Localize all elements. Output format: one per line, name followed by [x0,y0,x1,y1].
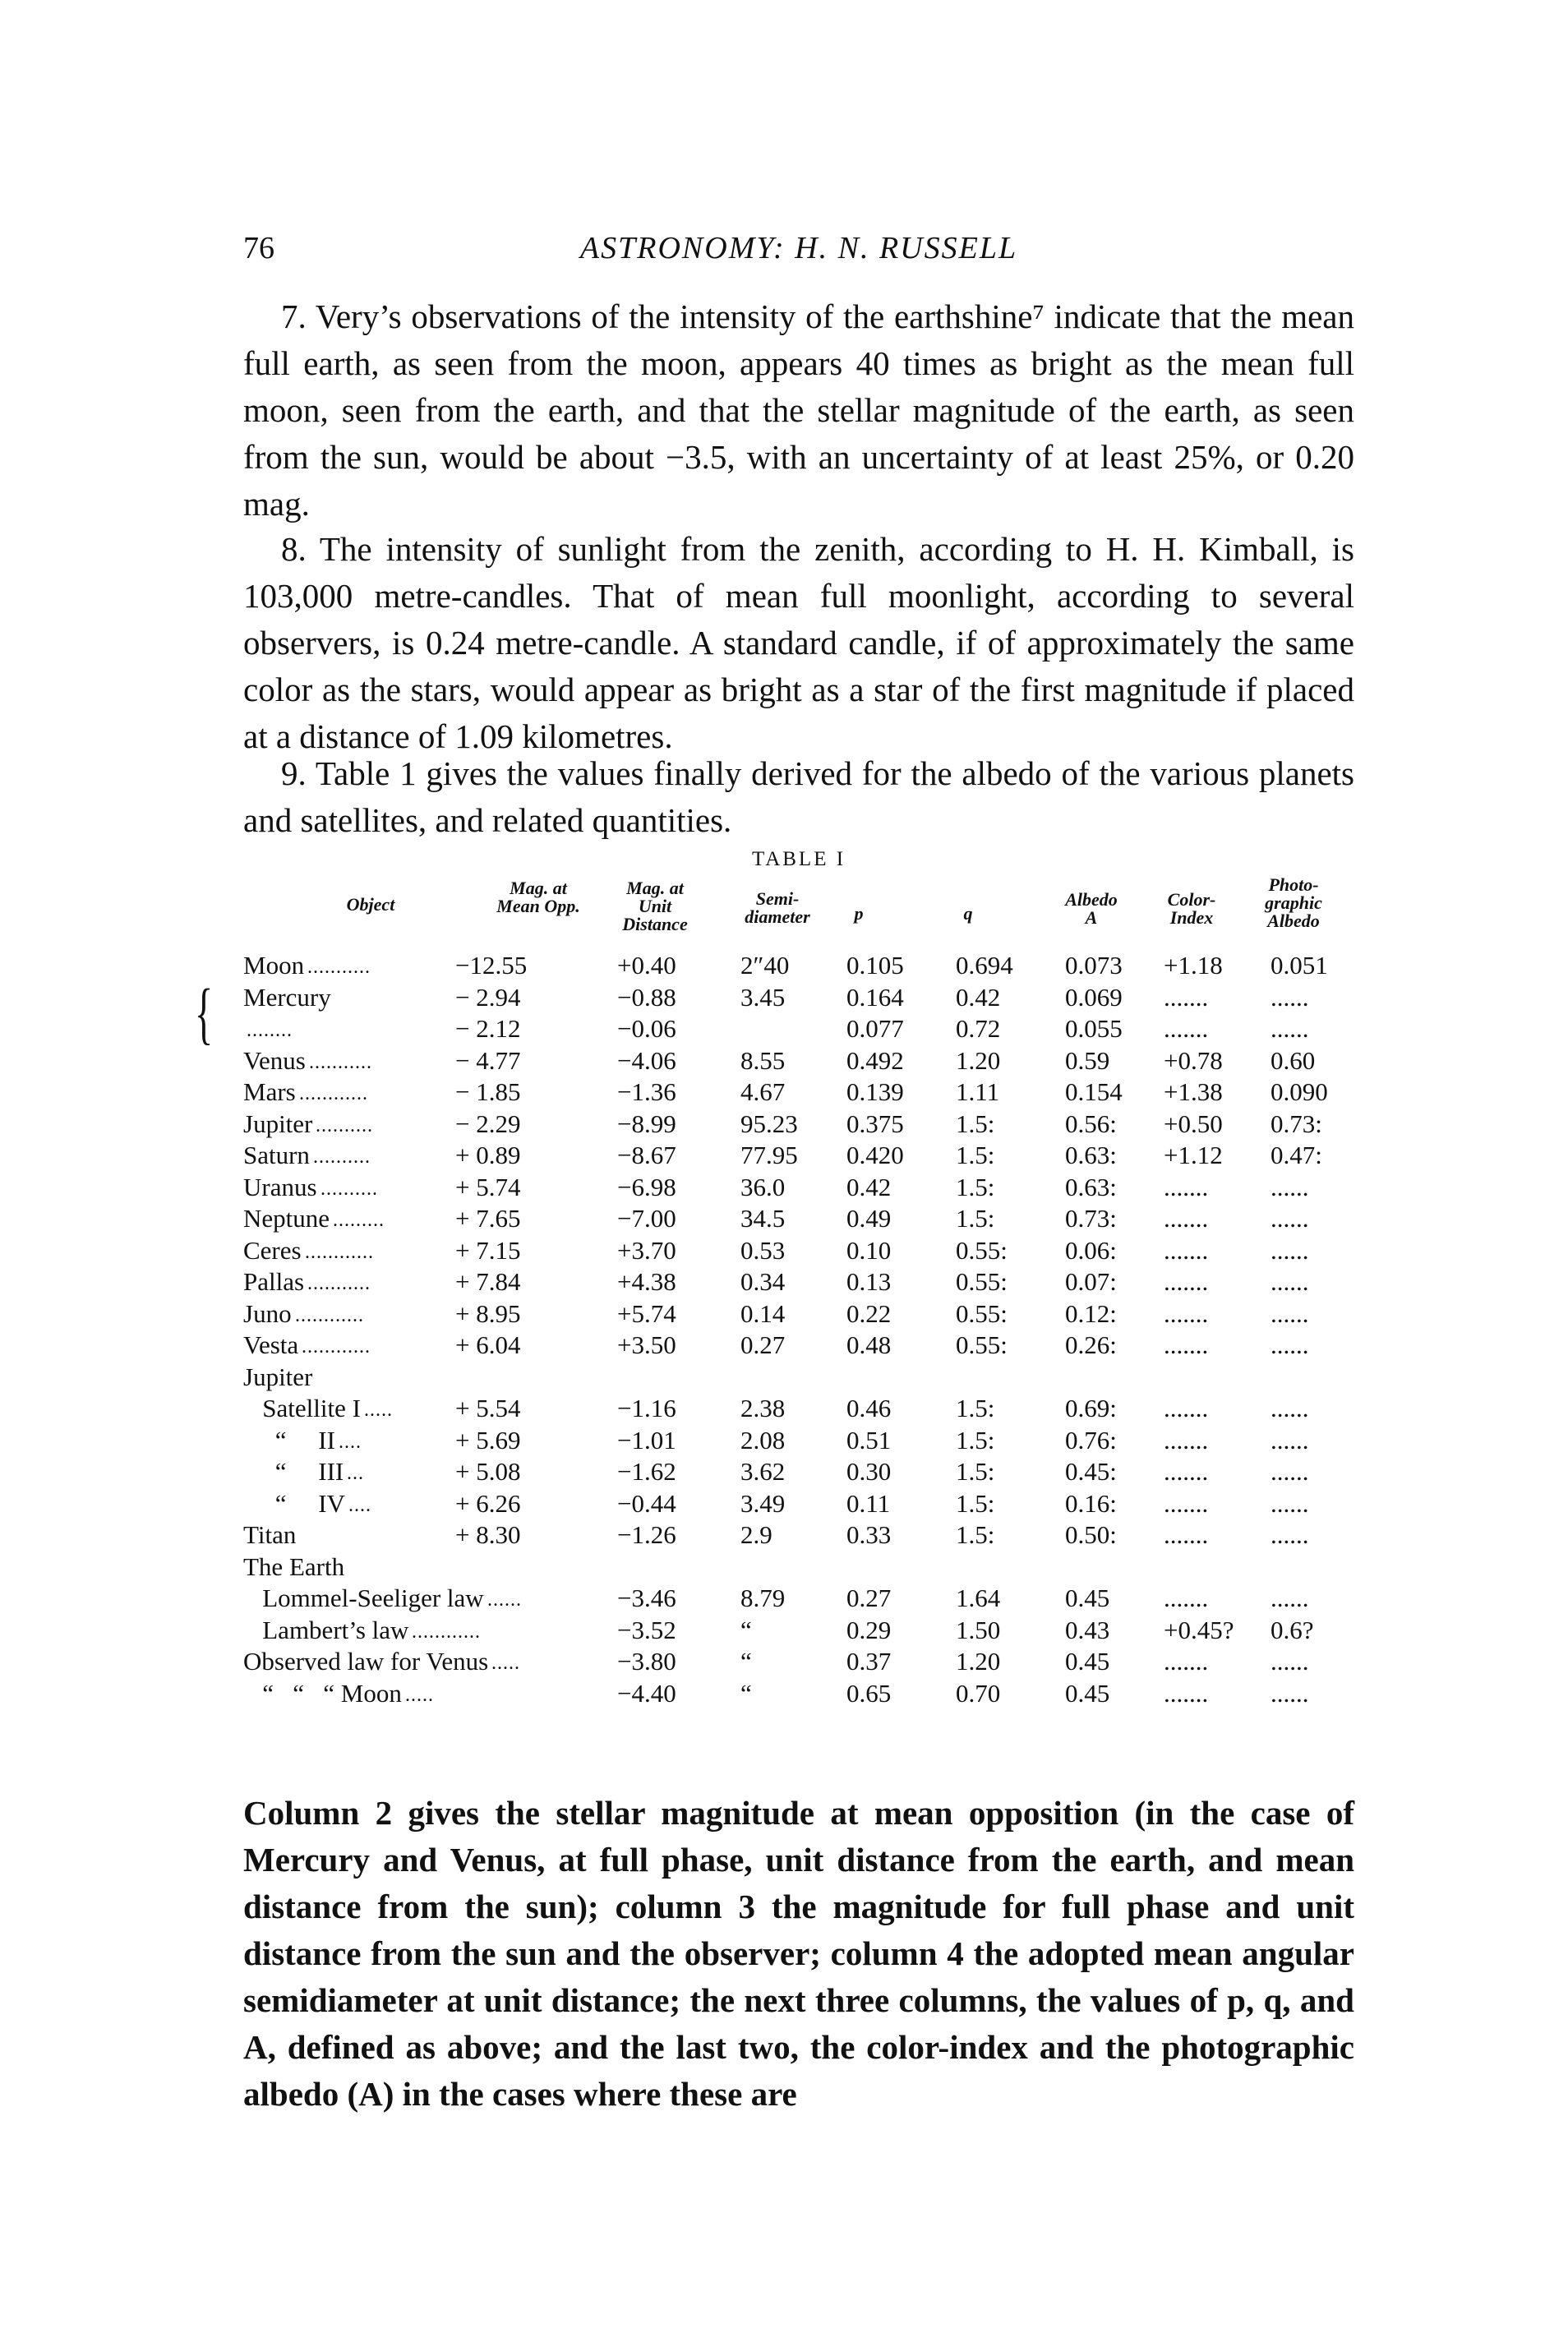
cell-c3: −1.62 [617,1457,676,1486]
cell-c3: −3.52 [617,1615,676,1644]
table-row [243,1362,1354,1394]
cell-c3: −7.00 [617,1204,676,1233]
cell-c3: −0.44 [617,1488,676,1518]
cell-c8: ....... [1164,1394,1209,1422]
cell-c8: ....... [1164,1235,1209,1265]
cell-c8: +1.38 [1164,1077,1223,1106]
table-row [243,1266,1354,1298]
cell-c6: 1.5: [956,1109,995,1138]
cell-c5: 0.42 [846,1172,892,1201]
cell-c9: ...... [1271,1298,1309,1328]
cell-c4: 0.34 [740,1267,786,1296]
cell-c4: 2.9 [740,1520,772,1549]
page-number: 76 [243,231,274,265]
cell-c5: 0.13 [846,1267,892,1296]
cell-leader-dots: ............ [302,1336,371,1358]
paragraph-9-text: 9. Table 1 gives the values finally derived for the albedo of the various planets and satellites, and related quantities. [243,754,1354,839]
cell-leader-dots: ......... [333,1210,385,1231]
cell-leader-dots: ........... [307,1273,371,1294]
header-q: q [963,903,973,924]
cell-c6: 1.5: [956,1425,995,1455]
cell-c3: −1.16 [617,1394,676,1422]
cell-c2: + 8.95 [455,1298,521,1328]
cell-c7: 0.055 [1065,1014,1123,1043]
cell-c9: ...... [1271,1172,1309,1201]
cell-c7: 0.073 [1065,951,1123,980]
paragraph-7 [243,293,1354,528]
table-row [243,1235,1354,1267]
cell-c8: ....... [1164,1014,1209,1043]
table-row [243,1583,1354,1615]
table-row [243,1678,1354,1710]
cell-c6: 1.64 [956,1584,1001,1612]
table-row [243,1298,1354,1330]
cell-c9: ...... [1271,1488,1309,1518]
cell-c3: −8.67 [617,1141,676,1169]
cell-c9: ...... [1271,1014,1309,1043]
cell-c7: 0.154 [1065,1077,1123,1106]
cell-c5: 0.10 [846,1235,892,1265]
cell-c3: −4.06 [617,1045,676,1075]
cell-c8: ....... [1164,1647,1209,1676]
cell-c3: −0.88 [617,982,676,1012]
cell-c9: ...... [1271,1204,1309,1233]
cell-c8: ....... [1164,1488,1209,1518]
cell-object: “ IV [243,1488,345,1518]
cell-c5: 0.37 [846,1647,892,1676]
cell-leader-dots: ........... [307,957,371,978]
cell-c8: ....... [1164,1204,1209,1233]
cell-c6: 1.20 [956,1647,1001,1676]
header-semi-diameter: Semi-diameter [745,888,810,927]
cell-c7: 0.73: [1065,1204,1117,1233]
cell-c6: 1.11 [956,1077,1000,1106]
cell-c7: 0.45: [1065,1457,1117,1486]
cell-c4: 34.5 [740,1204,786,1233]
cell-c2: + 5.69 [455,1425,521,1455]
cell-c2: − 4.77 [455,1045,521,1075]
cell-c6: 1.50 [956,1615,1001,1644]
cell-c6: 0.694 [956,951,1013,980]
cell-c8: +0.45? [1164,1615,1234,1644]
cell-leader-dots: ..... [405,1684,434,1706]
cell-c8: +1.18 [1164,951,1223,980]
cell-c3: −1.26 [617,1520,676,1549]
cell-c7: 0.12: [1065,1298,1117,1328]
cell-c8: +1.12 [1164,1141,1223,1169]
cell-c7: 0.16: [1065,1488,1117,1518]
cell-c4: 2.08 [740,1425,786,1455]
cell-c4: 3.45 [740,982,786,1012]
cell-c8: +0.50 [1164,1109,1223,1138]
cell-c2: − 2.12 [455,1014,521,1043]
cell-c4: 95.23 [740,1109,798,1138]
cell-c9: 0.090 [1271,1077,1328,1106]
cell-c8: ....... [1164,1520,1209,1549]
cell-c6: 0.42 [956,982,1001,1012]
cell-object: The Earth [243,1551,345,1581]
cell-c7: 0.069 [1065,982,1123,1012]
header-color-index: Color-Index [1167,889,1216,928]
header-albedo: Albedo A [1065,889,1118,928]
cell-leader-dots: ........ [247,1020,293,1041]
cell-leader-dots: .......... [316,1114,373,1136]
cell-c4: 36.0 [740,1172,786,1201]
cell-c7: 0.06: [1065,1235,1117,1265]
cell-c4: 0.53 [740,1235,786,1265]
table-row [243,1615,1354,1647]
cell-c6: 0.55: [956,1267,1008,1296]
cell-c8: +0.78 [1164,1045,1223,1075]
table-row [243,1519,1354,1551]
cell-c3: +3.50 [617,1330,676,1359]
cell-leader-dots: ...... [487,1589,522,1611]
table-row [243,1109,1354,1141]
cell-leader-dots: .......... [321,1178,378,1200]
paragraph-9 [243,750,1354,844]
cell-c9: ...... [1271,1678,1309,1708]
cell-c8: ....... [1164,1298,1209,1328]
cell-object: “ III [243,1457,344,1486]
cell-c7: 0.07: [1065,1267,1117,1296]
cell-c9: ...... [1271,1584,1309,1612]
cell-c4: “ [740,1678,752,1708]
table-row [243,1551,1354,1584]
cell-c7: 0.43 [1065,1615,1110,1644]
cell-c6: 1.5: [956,1172,995,1201]
cell-c6: 0.55: [956,1235,1008,1265]
table-row [243,1172,1354,1204]
cell-leader-dots: ... [347,1463,364,1484]
cell-c2: + 6.04 [455,1330,521,1359]
header-p: p [854,903,864,924]
cell-c5: 0.46 [846,1394,892,1422]
cell-c6: 0.55: [956,1298,1008,1328]
cell-c6: 1.20 [956,1045,1001,1075]
cell-c4: 3.62 [740,1457,786,1486]
cell-c8: ....... [1164,1172,1209,1201]
cell-c3: −6.98 [617,1172,676,1201]
cell-c7: 0.63: [1065,1141,1117,1169]
cell-c4: “ [740,1647,752,1676]
table-row [243,1646,1354,1678]
cell-c9: 0.051 [1271,951,1328,980]
cell-object: Juno [243,1298,292,1328]
cell-c3: −1.36 [617,1077,676,1106]
cell-object: Neptune [243,1204,330,1233]
cell-c3: +3.70 [617,1235,676,1265]
cell-c2: − 1.85 [455,1077,521,1106]
cell-c6: 0.55: [956,1330,1008,1359]
table-row [243,982,1354,1014]
cell-leader-dots: .... [348,1494,371,1516]
cell-c5: 0.492 [846,1045,904,1075]
paragraph-column-notes-text: Column 2 gives the stellar magnitude at mean opposition (in the case of Mercury and Venus, at full phase, unit distance from the earth, and mean distance from the sun); column 3 the magnitude for full phase and unit distance from the sun and the observer; column 4 the adopted mean angular semidiameter at unit distance; the next three columns, the values of p, q, and A, defined as above; and the last two, the color-index and the photographic albedo (A) in the cases where these are [243,1794,1354,2113]
cell-c8: ....... [1164,1457,1209,1486]
table-body [243,950,1354,1709]
paragraph-7-text: 7. Very’s observations of the intensity of the earthshine⁷ indicate that the mean full earth, as seen from the moon, appears 40 times as bright as the mean full moon, seen from the earth, and that the stellar magnitude of the earth, as seen from the sun, would be about −3.5, with an uncertainty of at least 25%, or 0.20 mag. [243,297,1354,523]
paragraph-8 [243,526,1354,760]
table-row [243,1330,1354,1362]
cell-object: Venus [243,1045,306,1075]
cell-c5: 0.49 [846,1204,892,1233]
table-row [243,1140,1354,1172]
cell-leader-dots: ............ [295,1304,364,1326]
cell-c3: +0.40 [617,951,676,980]
cell-leader-dots: ............ [305,1241,374,1263]
cell-c4: “ [740,1615,752,1644]
cell-object: Ceres [243,1235,302,1265]
cell-c5: 0.139 [846,1077,904,1106]
cell-c5: 0.375 [846,1109,904,1138]
cell-c9: 0.73: [1271,1109,1322,1138]
cell-leader-dots: ............ [299,1083,368,1104]
cell-object: Lambert’s law [243,1615,409,1644]
cell-c2: + 6.26 [455,1488,521,1518]
cell-c3: −8.99 [617,1109,676,1138]
cell-object: Lommel-Seeliger law [243,1584,484,1612]
cell-c4: 77.95 [740,1141,798,1169]
mercury-brace: { [195,975,214,1052]
cell-c2: + 5.08 [455,1457,521,1486]
cell-c2: + 8.30 [455,1520,521,1549]
cell-object: Moon [243,951,305,980]
cell-c3: +5.74 [617,1298,676,1328]
cell-c6: 1.5: [956,1457,995,1486]
header-photographic-albedo: Photo-graphic Albedo [1265,874,1322,931]
table-row [243,1393,1354,1425]
cell-c2: − 2.29 [455,1109,521,1138]
cell-c7: 0.76: [1065,1425,1117,1455]
cell-leader-dots: .... [339,1431,362,1453]
cell-c7: 0.56: [1065,1109,1117,1138]
cell-c2: + 5.54 [455,1394,521,1422]
cell-object: Mercury [243,982,331,1012]
cell-c5: 0.077 [846,1014,904,1043]
table-row [243,1076,1354,1109]
cell-c8: ....... [1164,1330,1209,1359]
cell-c5: 0.164 [846,982,904,1012]
cell-object: Vesta [243,1330,299,1359]
cell-c6: 0.72 [956,1014,1001,1043]
cell-c4: 8.55 [740,1045,786,1075]
cell-c2: + 7.84 [455,1267,521,1296]
cell-c9: 0.6? [1271,1615,1314,1644]
cell-c9: ...... [1271,1520,1309,1549]
header-object: Object [346,894,395,915]
cell-object: Observed law for Venus [243,1647,489,1676]
cell-object: Jupiter [243,1109,313,1138]
cell-c6: 1.5: [956,1204,995,1233]
cell-c7: 0.63: [1065,1172,1117,1201]
cell-c9: ...... [1271,1457,1309,1486]
cell-c5: 0.105 [846,951,904,980]
cell-c4: 0.27 [740,1330,786,1359]
table-row [243,1203,1354,1235]
cell-c3: −1.01 [617,1425,676,1455]
cell-c4: 2.38 [740,1394,786,1422]
cell-leader-dots: ..... [364,1399,393,1421]
cell-c4: 8.79 [740,1584,786,1612]
cell-leader-dots: .......... [313,1146,371,1168]
cell-c6: 0.70 [956,1678,1001,1708]
cell-c6: 1.5: [956,1520,995,1549]
cell-c2: − 2.94 [455,982,521,1012]
cell-c9: 0.60 [1271,1045,1316,1075]
cell-c8: ....... [1164,1425,1209,1455]
table-row [243,1045,1354,1077]
cell-c9: ...... [1271,1235,1309,1265]
cell-c9: ...... [1271,1647,1309,1676]
cell-c2: −12.55 [455,951,528,980]
table-row [243,950,1354,982]
cell-c5: 0.29 [846,1615,892,1644]
cell-c7: 0.59 [1065,1045,1110,1075]
cell-c5: 0.51 [846,1425,892,1455]
cell-c7: 0.45 [1065,1584,1110,1612]
table-row [243,1488,1354,1520]
cell-leader-dots: ..... [491,1653,520,1674]
cell-c5: 0.33 [846,1520,892,1549]
cell-c5: 0.30 [846,1457,892,1486]
paragraph-column-notes [243,1790,1354,2118]
cell-c5: 0.48 [846,1330,892,1359]
cell-c2: + 5.74 [455,1172,521,1201]
cell-object: Jupiter [243,1362,313,1391]
cell-object: Saturn [243,1141,310,1169]
cell-c9: ...... [1271,982,1309,1012]
cell-c5: 0.22 [846,1298,892,1328]
cell-c6: 1.5: [956,1488,995,1518]
cell-object: “ “ “ Moon [243,1678,402,1708]
cell-c9: ...... [1271,1425,1309,1455]
cell-c3: −4.40 [617,1678,676,1708]
cell-c5: 0.65 [846,1678,892,1708]
cell-c2: + 7.65 [455,1204,521,1233]
running-title: ASTRONOMY: H. N. RUSSELL [579,231,1018,265]
cell-c5: 0.420 [846,1141,904,1169]
cell-leader-dots: ........... [309,1051,372,1073]
cell-c5: 0.11 [846,1488,891,1518]
cell-c3: −3.46 [617,1584,676,1612]
cell-c4: 3.49 [740,1488,786,1518]
page-header [243,230,1354,279]
cell-object: Titan [243,1520,297,1549]
table-row [243,1456,1354,1488]
table-row [243,1013,1354,1045]
paragraph-8-text: 8. The intensity of sunlight from the zenith, according to H. H. Kimball, is 103,000 metre-candles. That of mean full moonlight, according to several observers, is 0.24 metre-candle. A standard candle, if of approximately the same color as the stars, would appear as bright as a star of the first magnitude if placed at a distance of 1.09 kilometres. [243,530,1354,755]
cell-c3: −3.80 [617,1647,676,1676]
table-title: TABLE I [751,848,846,870]
cell-c7: 0.69: [1065,1394,1117,1422]
cell-c9: 0.47: [1271,1141,1322,1169]
cell-c3: +4.38 [617,1267,676,1296]
cell-c7: 0.50: [1065,1520,1117,1549]
cell-c9: ...... [1271,1394,1309,1422]
cell-c4: 2″40 [740,951,790,980]
cell-c5: 0.27 [846,1584,892,1612]
cell-object: “ II [243,1425,335,1455]
cell-c2: + 0.89 [455,1141,521,1169]
cell-c6: 1.5: [956,1141,995,1169]
cell-c8: ....... [1164,1584,1209,1612]
cell-c7: 0.45 [1065,1678,1110,1708]
cell-c8: ....... [1164,1678,1209,1708]
cell-c9: ...... [1271,1267,1309,1296]
cell-c8: ....... [1164,982,1209,1012]
header-mag-unit-distance: Mag. at Unit Distance [622,878,688,934]
cell-c7: 0.45 [1065,1647,1110,1676]
cell-c7: 0.26: [1065,1330,1117,1359]
cell-object: Pallas [243,1267,305,1296]
cell-leader-dots: ............ [412,1620,481,1643]
cell-object: Uranus [243,1172,317,1201]
cell-c4: 0.14 [740,1298,786,1328]
table-row [243,1425,1354,1457]
header-mag-mean-opp: Mag. at Mean Opp. [496,878,580,916]
cell-c4: 4.67 [740,1077,786,1106]
cell-object: Satellite I [243,1394,361,1422]
cell-object: Mars [243,1077,296,1106]
cell-c8: ....... [1164,1267,1209,1296]
cell-c2: + 7.15 [455,1235,521,1265]
cell-c6: 1.5: [956,1394,995,1422]
cell-c3: −0.06 [617,1014,676,1043]
cell-c9: ...... [1271,1330,1309,1359]
